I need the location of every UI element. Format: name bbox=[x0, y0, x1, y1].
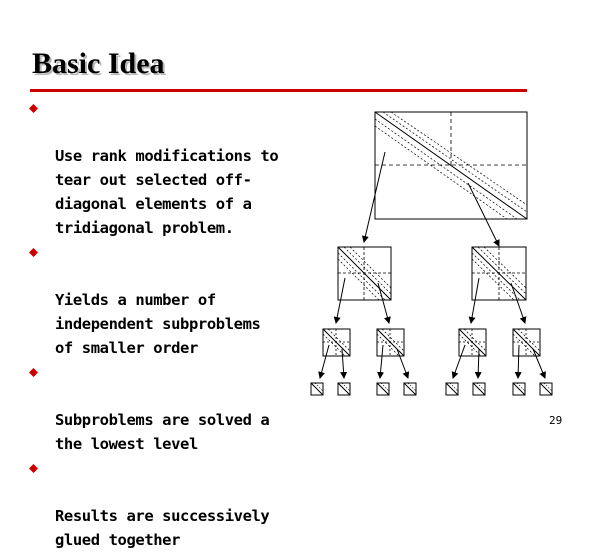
bullet-item bbox=[28, 96, 318, 240]
bullet-text: Results are successively glued together bbox=[55, 507, 270, 549]
red-diamond-icon bbox=[29, 104, 38, 113]
bullet-text: Use rank modifications to tear out selected off- diagonal elements of a tridiagonal problem. bbox=[55, 147, 279, 237]
leaf-matrix bbox=[473, 383, 485, 395]
level0-matrix bbox=[375, 112, 527, 219]
red-diamond-icon bbox=[29, 464, 38, 473]
leaf-matrix bbox=[404, 383, 416, 395]
leaf-matrix bbox=[377, 383, 389, 395]
page-number: 29 bbox=[549, 414, 563, 427]
level2-matrix bbox=[513, 329, 540, 356]
red-diamond-icon bbox=[29, 248, 38, 257]
bullet-text: Yields a number of independent subproblems of smaller order bbox=[55, 291, 261, 357]
leaf-matrix bbox=[338, 383, 350, 395]
level1-right-matrix bbox=[472, 247, 526, 300]
slide-title: Basic Idea bbox=[32, 47, 165, 80]
leaf-matrix bbox=[540, 383, 552, 395]
leaf-matrix bbox=[513, 383, 525, 395]
level2-matrix bbox=[459, 329, 486, 356]
bullet-item bbox=[28, 240, 318, 360]
title-underline bbox=[30, 89, 527, 92]
red-diamond-icon bbox=[29, 368, 38, 377]
level1-left-matrix bbox=[338, 247, 391, 300]
leaf-matrix bbox=[311, 383, 323, 395]
level2-matrices bbox=[323, 329, 540, 356]
matrix-tearing-diagram bbox=[295, 100, 600, 405]
level2-matrix bbox=[377, 329, 404, 356]
level2-arrows bbox=[320, 345, 545, 378]
level3-leaf-matrices bbox=[311, 383, 552, 395]
bullet-list bbox=[28, 96, 318, 552]
leaf-matrix bbox=[446, 383, 458, 395]
bullet-item bbox=[28, 360, 318, 456]
bullet-text: Subproblems are solved a the lowest level bbox=[55, 411, 270, 453]
bullet-item bbox=[28, 456, 318, 552]
